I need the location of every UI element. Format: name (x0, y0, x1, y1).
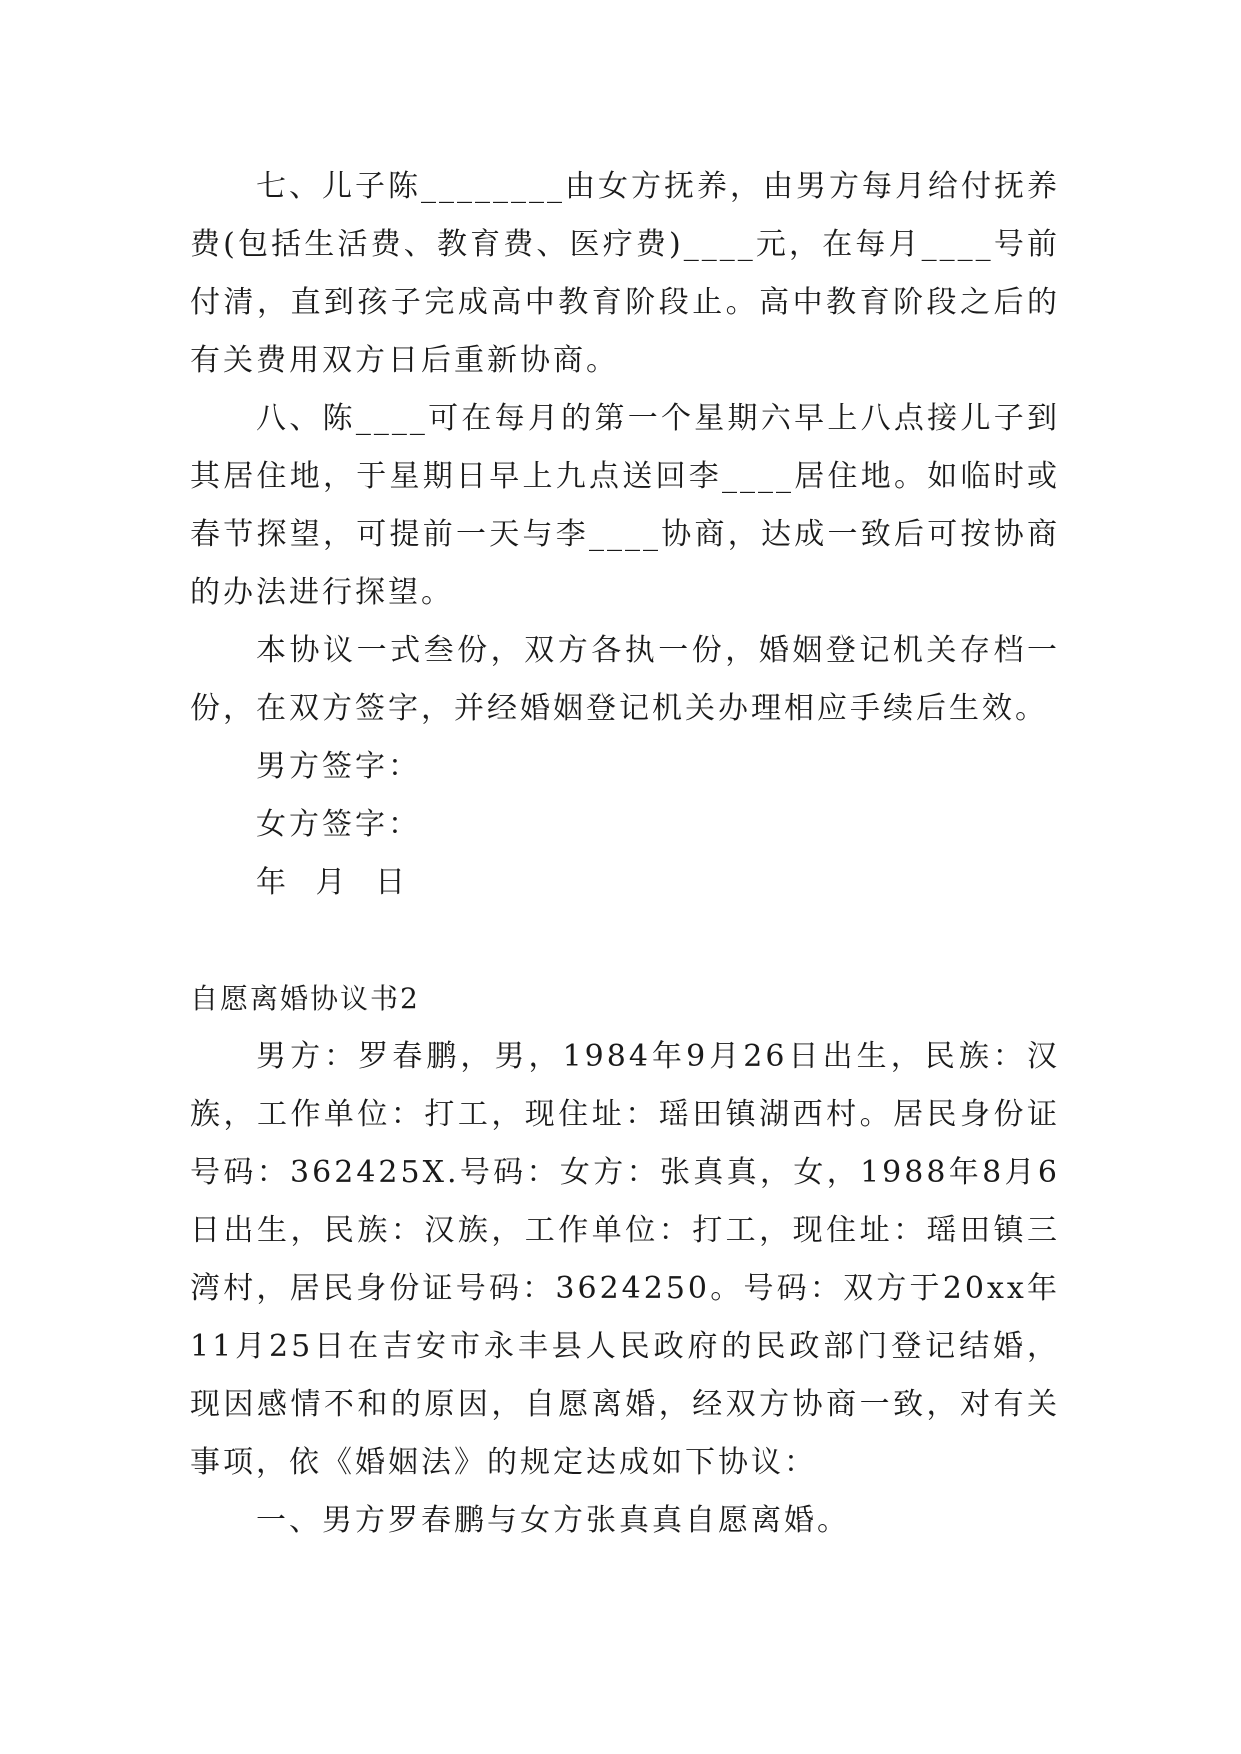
document-body (190, 158, 1060, 1550)
female-signature-line: 女方签字： (256, 807, 421, 842)
clause-one-paragraph: 一、男方罗春鹏与女方张真真自愿离婚。 (256, 1503, 850, 1538)
date-line: 年 月 日 (256, 865, 409, 900)
male-signature-line: 男方签字： (256, 749, 421, 784)
clause-seven-paragraph: 七、儿子陈________由女方抚养，由男方每月给付抚养费(包括生活费、教育费、医疗费)____元，在每月____号前付清，直到孩子完成高中教育阶段止。高中教育阶段之后的有关费用双方日后重新协商。 (190, 169, 1060, 378)
clause-eight-paragraph: 八、陈____可在每月的第一个星期六早上八点接儿子到其居住地，于星期日早上九点送回李____居住地。如临时或春节探望，可提前一天与李____协商，达成一致后可按协商的办法进行探望。 (190, 401, 1060, 610)
section-title: 自愿离婚协议书2 (190, 982, 420, 1015)
parties-info-paragraph: 男方：罗春鹏，男，1984年9月26日出生，民族：汉族，工作单位：打工，现住址：瑶田镇湖西村。居民身份证号码：362425X.号码：女方：张真真，女，1988年8月6日出生，民族：汉族，工作单位：打工，现住址：瑶田镇三湾村，居民身份证号码：3624250。号码：双方于20xx年11月25日在吉安市永丰县人民政府的民政部门登记结婚，现因感情不和的原因，自愿离婚，经双方协商一致，对有关事项，依《婚姻法》的规定达成如下协议： (190, 1039, 1060, 1480)
agreement-copies-paragraph: 本协议一式叁份，双方各执一份，婚姻登记机关存档一份，在双方签字，并经婚姻登记机关办理相应手续后生效。 (190, 633, 1060, 726)
